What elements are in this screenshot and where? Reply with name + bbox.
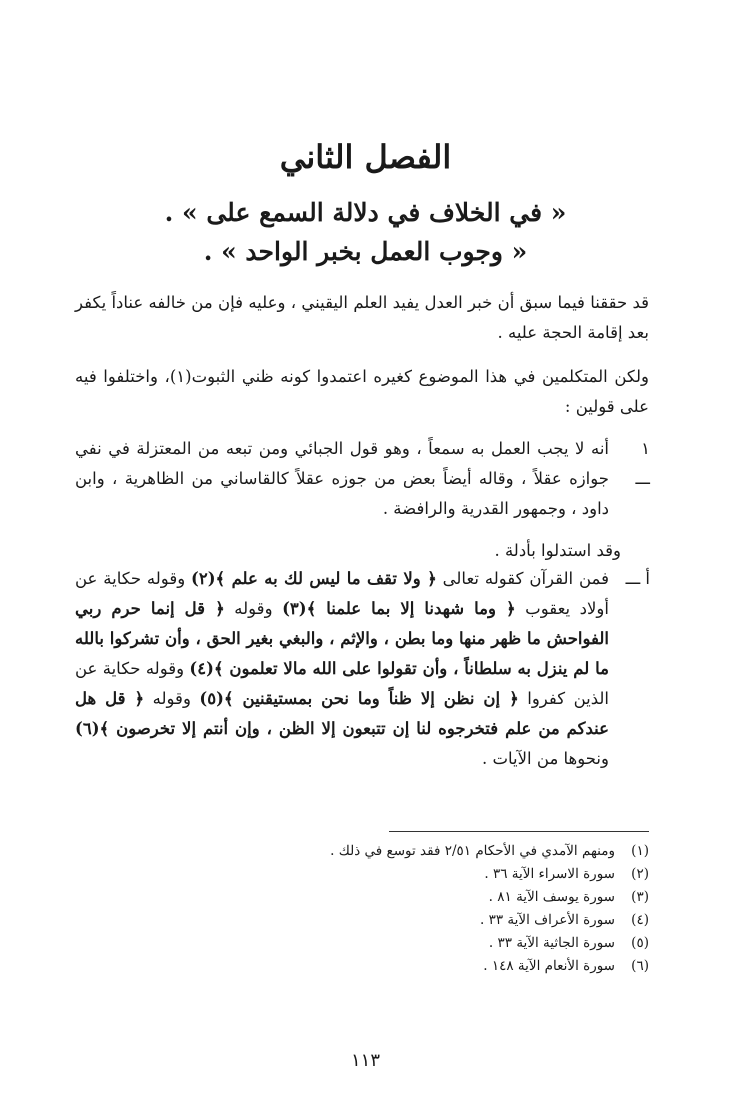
text-run: وقوله حكاية عن أولاد يعقوب <box>75 569 609 618</box>
footnote <box>89 909 649 932</box>
footnote-text: ومنهم الآمدي في الأحكام ٢/٥١ فقد توسع في ذلك . <box>330 843 615 859</box>
list-item-letter: أ ـــ <box>625 569 650 588</box>
list-item-a <box>75 564 649 774</box>
list-item-1 <box>75 434 649 524</box>
section-title-line2: « وجوب العمل بخبر الواحد » . <box>203 237 528 266</box>
list-item-text <box>75 564 609 774</box>
text-run: فمن القرآن كقوله تعالى <box>442 569 609 588</box>
footnote-text: سورة الأنعام الآية ١٤٨ . <box>483 958 615 974</box>
quran-quote: ﴿ قل إنما حرم ربي الفواحش ما ظهر منها وما بطن ، والإثم ، والبغي بغير الحق ، وأن تشركوا بالله ما لم ينزل به سلطاناً ، وأن تقولوا على الله مالا تعلمون ﴾(٤) <box>75 599 609 678</box>
footnote-number: (٦) <box>631 958 649 974</box>
footnotes-list <box>89 840 649 978</box>
paragraph-evidence: وقد استدلوا بأدلة . <box>494 541 621 560</box>
footnote <box>89 886 649 909</box>
quran-quote: ﴿ قل هل عندكم من علم فتخرجوه لنا إن تتبعون إلا الظن ، وإن أنتم إلا تخرصون ﴾(٦) <box>75 689 609 738</box>
page-number: ١١٣ <box>350 1050 380 1071</box>
text-run: وقوله <box>234 599 273 618</box>
footnote-number: (٥) <box>631 935 649 951</box>
list-item-number: ١ ـــ <box>635 439 650 488</box>
footnote-text: سورة الأعراف الآية ٣٣ . <box>479 912 615 928</box>
footnote-number: (٣) <box>631 889 649 905</box>
footnote <box>89 932 649 955</box>
footnote <box>89 840 649 863</box>
footnote-number: (٢) <box>631 866 649 882</box>
text-run: وقوله حكاية عن الذين كفروا <box>75 659 609 708</box>
text-run: ونحوها من الآيات . <box>482 749 609 768</box>
list-item-text: أنه لا يجب العمل به سمعاً ، وهو قول الجبائي ومن تبعه من المعتزلة في نفي جوازه عقلاً ، وقاله أيضاً بعض من جوزه عقلاً كالقاساني من الظاهرية ، وابن داود ، وجمهور القدرية والرافضة . <box>75 439 609 518</box>
footnote-text: سورة الجاثية الآية ٣٣ . <box>488 935 615 951</box>
paragraph-intro: قد حققنا فيما سبق أن خبر العدل يفيد العلم اليقيني ، وعليه فإن من خالفه عناداً يكفر بعد إقامة الحجة عليه . <box>75 293 649 342</box>
footnote <box>89 955 649 978</box>
footnote-text: سورة الاسراء الآية ٣٦ . <box>484 866 615 882</box>
chapter-title: الفصل الثاني <box>279 138 452 176</box>
text-run: وقوله <box>152 689 191 708</box>
footnote-text: سورة يوسف الآية ٨١ . <box>488 889 615 905</box>
footnote <box>89 863 649 886</box>
footnote-number: (١) <box>631 843 649 859</box>
footnote-number: (٤) <box>631 912 649 928</box>
quran-quote: ﴿ وما شهدنا إلا بما علمنا ﴾(٣) <box>282 599 516 618</box>
paragraph-opinions: ولكن المتكلمين في هذا الموضوع كغيره اعتمدوا كونه ظني الثبوت(١)، واختلفوا فيه على قولين : <box>75 367 649 416</box>
section-title-line1: « في الخلاف في دلالة السمع على » . <box>164 198 567 227</box>
quran-quote: ﴿ ولا تقف ما ليس لك به علم ﴾(٢) <box>191 569 437 588</box>
quran-quote: ﴿ إن نظن إلا ظناً وما نحن بمستيقنين ﴾(٥) <box>199 689 519 708</box>
footnote-divider <box>389 831 649 832</box>
